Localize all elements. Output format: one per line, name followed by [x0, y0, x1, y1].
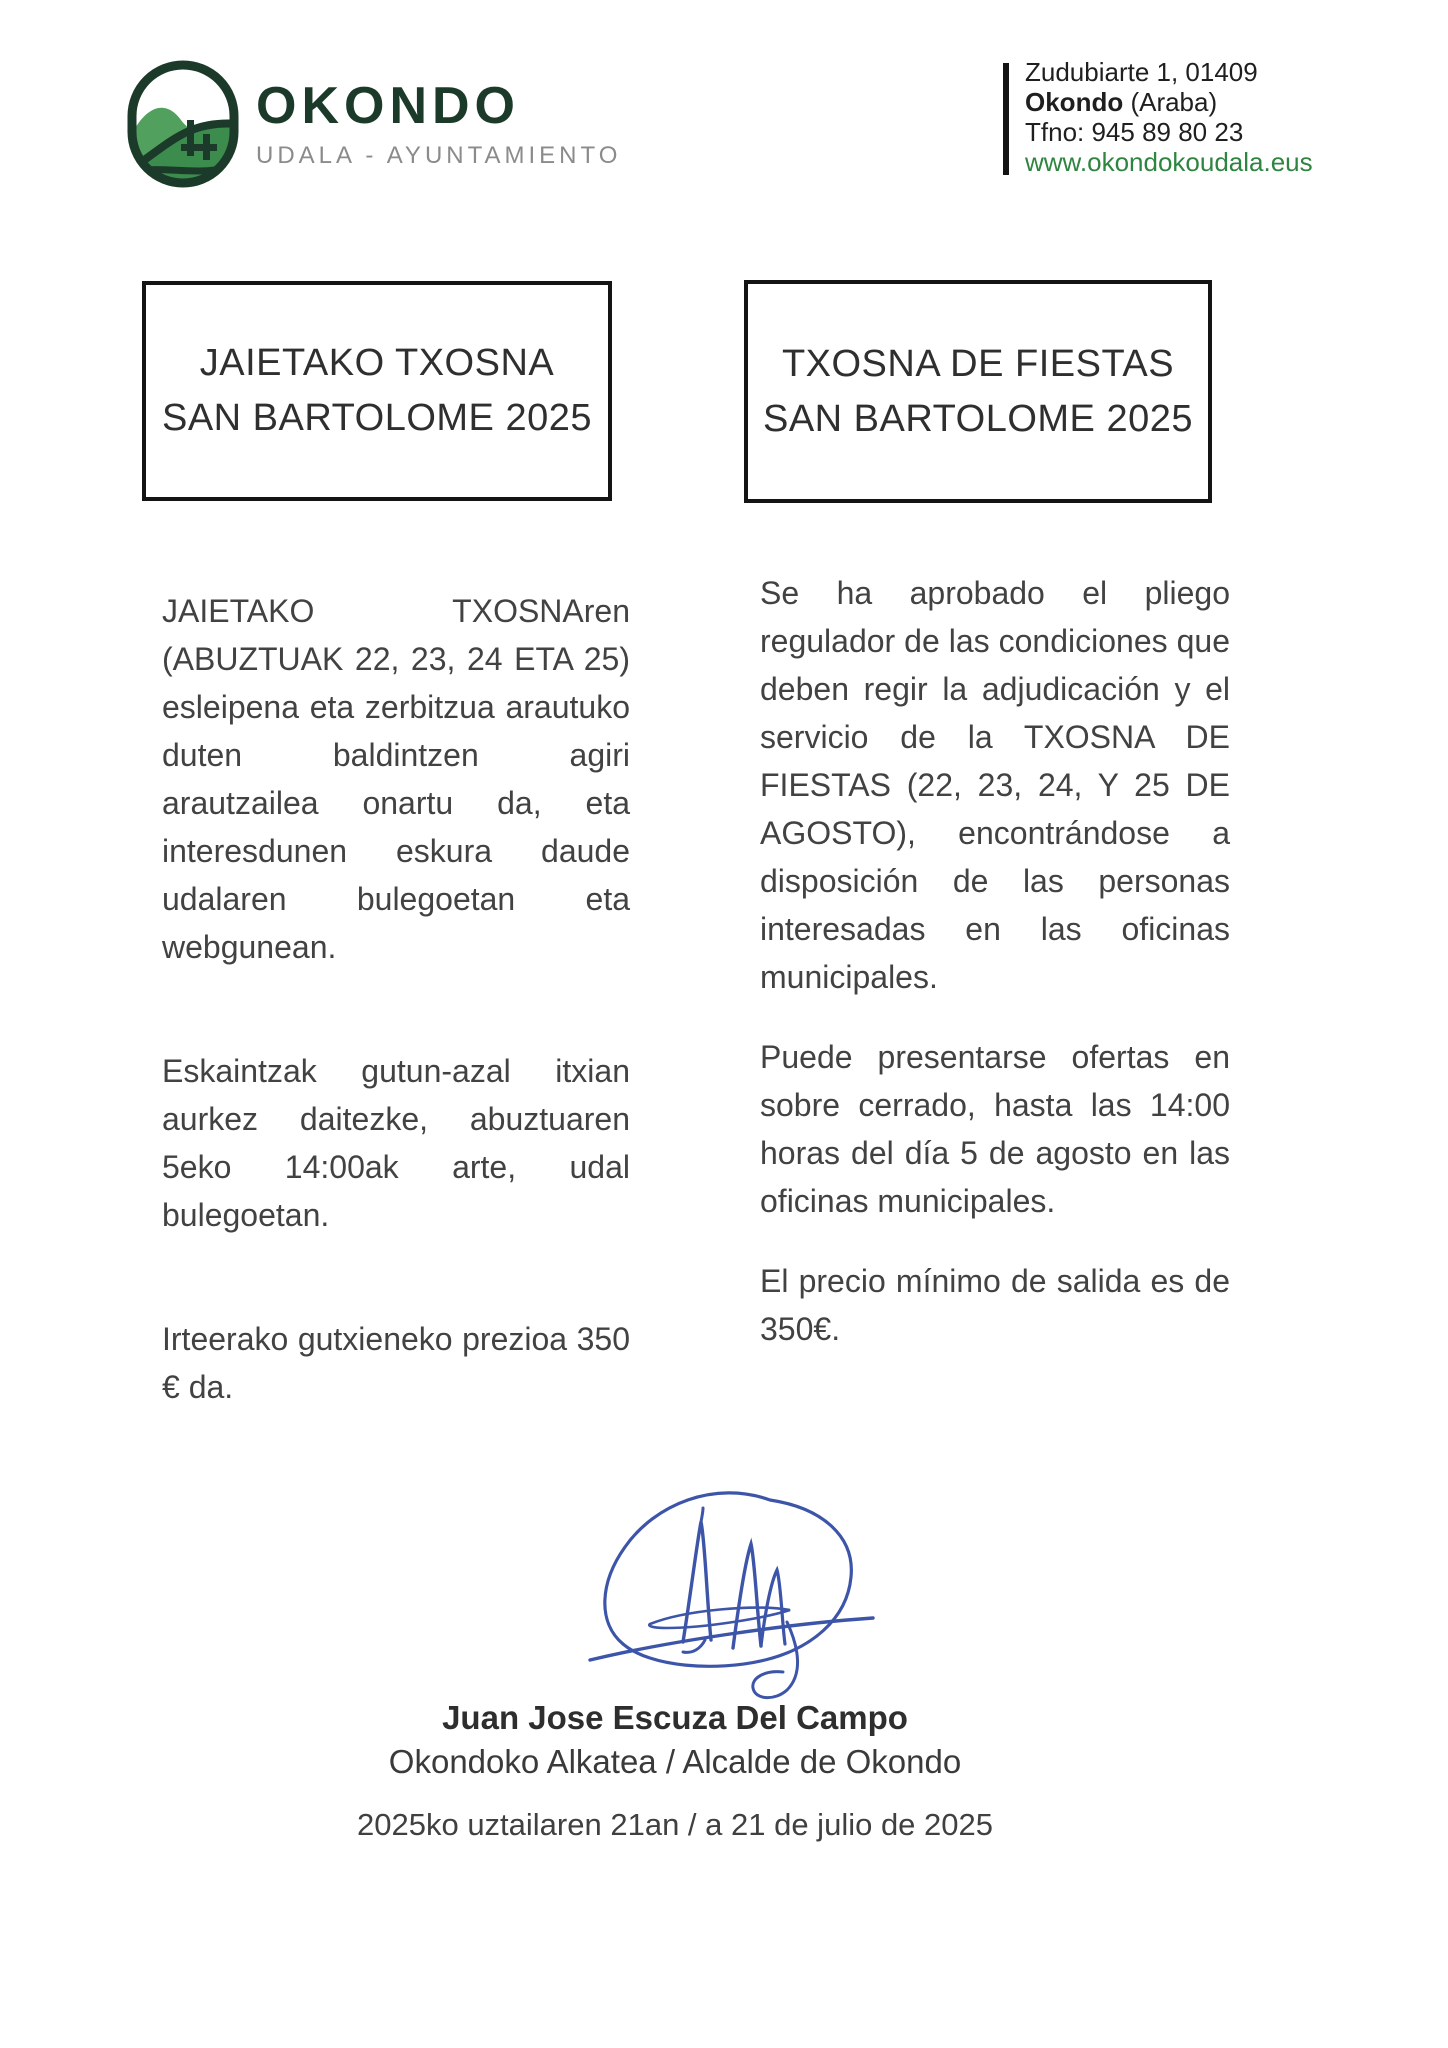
basque-title-line1: JAIETAKO TXOSNA	[199, 342, 555, 384]
basque-text-column	[162, 587, 630, 1487]
contact-address: Zudubiarte 1, 01409	[1025, 57, 1258, 87]
basque-title-line2: SAN BARTOLOME 2025	[161, 397, 592, 439]
spanish-title-line1: TXOSNA DE FIESTAS	[781, 342, 1175, 385]
spanish-title-box	[744, 280, 1212, 503]
signature-handwriting	[555, 1452, 925, 1712]
logo-subtitle: UDALA - AYUNTAMIENTO	[256, 142, 622, 169]
contact-phone: Tfno: 945 89 80 23	[1025, 117, 1244, 147]
basque-paragraph-3: Irteerako gutxieneko prezioa 350 € da.	[162, 1321, 630, 1405]
contact-divider-bar	[1003, 63, 1009, 175]
signer-role: Okondoko Alkatea / Alcalde de Okondo	[388, 1743, 962, 1780]
website-link[interactable]: www.okondokoudala.eus	[1025, 147, 1313, 177]
spanish-text-column	[760, 569, 1230, 1385]
signer-block	[330, 1698, 1020, 1844]
basque-paragraph-2: Eskaintzak gutun-azal itxian aurkez daitezke, abuztuaren 5eko 14:00ak arte, udal bulegoetan.	[162, 1053, 630, 1233]
contact-municipality: Okondo (Araba)	[1025, 87, 1218, 117]
spanish-paragraph-2: Puede presentarse ofertas en sobre cerrado, hasta las 14:00 horas del día 5 de agosto en las oficinas municipales.	[760, 1039, 1230, 1219]
signature-date: 2025ko uztailaren 21an / a 21 de julio de 2025	[357, 1807, 993, 1842]
okondo-logo-icon	[127, 60, 239, 188]
contact-block	[1003, 57, 1313, 177]
basque-paragraph-1: JAIETAKO TXOSNAren (ABUZTUAK 22, 23, 24 ETA 25) esleipena eta zerbitzua arautuko duten baldintzen agiri arautzailea onartu da, eta interesdunen eskura daude udalaren bulegoetan eta webgunean.	[162, 593, 630, 965]
spanish-title-line2: SAN BARTOLOME 2025	[762, 397, 1193, 440]
signer-name: Juan Jose Escuza Del Campo	[442, 1699, 908, 1736]
spanish-paragraph-1: Se ha aprobado el pliego regulador de las condiciones que deben regir la adjudicación y el servicio de la TXOSNA DE FIESTAS (22, 23, 24, Y 25 DE AGOSTO), encontrándose a disposición de las personas interesadas en las oficinas municipales.	[760, 575, 1230, 995]
spanish-paragraph-3: El precio mínimo de salida es de 350€.	[760, 1263, 1230, 1347]
logo-name: OKONDO	[256, 77, 520, 135]
okondo-logo-text	[256, 78, 621, 170]
basque-title-box	[142, 281, 612, 501]
